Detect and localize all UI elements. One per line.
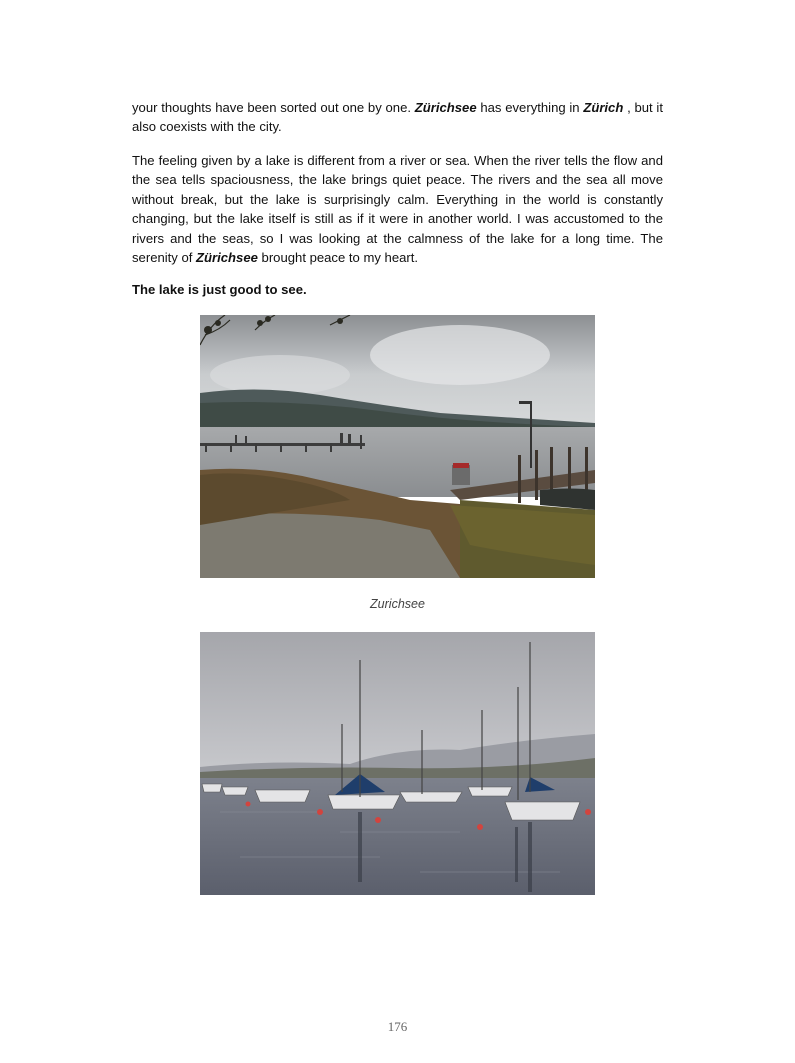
paragraph-text: , but it also coexists with the city. [132, 100, 663, 135]
page-number: 176 [387, 1019, 408, 1034]
photo-lakeshore-pier [200, 315, 595, 578]
paragraph-text: has everything in [476, 100, 584, 115]
paragraph-text: brought peace to my heart. [257, 250, 419, 266]
emphasis-zurichsee: Zürichsee [196, 250, 258, 266]
paragraph-text: your thoughts have been sorted out one by one. [132, 100, 415, 115]
emphasis-zurichsee: Zürichsee [414, 100, 477, 115]
photo-sailboats [200, 632, 595, 895]
paragraph-1 [132, 98, 663, 137]
section-heading: The lake is just good to see. [132, 282, 307, 297]
photo-caption: Zurichsee [370, 596, 425, 611]
paragraph-2 [132, 151, 663, 267]
emphasis-zurich: Zürich [583, 100, 624, 115]
paragraph-text: The feeling given by a lake is different from a river or sea. When the river tells the flow and the sea tells spaciousness, the lake brings quiet peace. The rivers and the sea all move without break, but the lake is surprisingly calm. Everything in the world is constantly changing, but the lake itself is still as if it were in another world. I was accustomed to the rivers and the seas, so I was looking at the calmness of the lake for a long time. The serenity of [132, 153, 663, 266]
